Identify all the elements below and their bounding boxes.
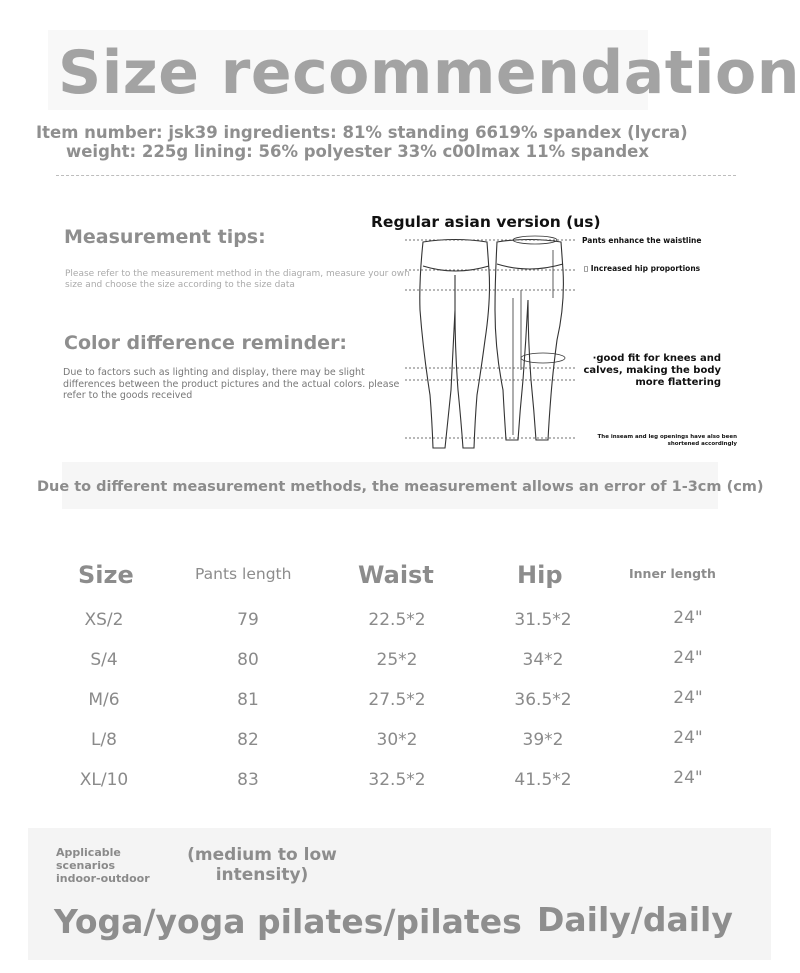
- table-cell: XL/10: [79, 770, 129, 790]
- table-cell: 80: [237, 650, 259, 670]
- table-cell: 79: [237, 610, 259, 630]
- annotation-hip: ▯ Increased hip proportions: [584, 264, 701, 273]
- table-cell: 24": [673, 648, 703, 668]
- divider: [56, 175, 736, 176]
- error-banner-text: Due to different measurement methods, the measurement allows an error of 1-3cm (cm): [37, 479, 764, 495]
- scenarios-label-line: Applicable: [56, 846, 121, 859]
- header-pants-length: Pants length: [195, 565, 292, 583]
- table-cell: 81: [237, 690, 259, 710]
- page-title: Size recommendation: [58, 38, 800, 108]
- table-cell: 34*2: [522, 650, 564, 670]
- diagram-title: Regular asian version (us): [371, 213, 601, 231]
- table-cell: M/6: [88, 690, 120, 710]
- scenarios-label-line: scenarios: [56, 859, 116, 872]
- scenarios-label-line: indoor-outdoor: [56, 872, 150, 885]
- annotation-waistline: Pants enhance the waistline: [582, 236, 702, 245]
- header-size: Size: [78, 561, 134, 589]
- header-hip: Hip: [517, 561, 563, 589]
- table-cell: 32.5*2: [368, 770, 426, 790]
- item-info-line-2: weight: 225g lining: 56% polyester 33% c00lmax 11% spandex: [66, 142, 650, 161]
- table-cell: 24": [673, 768, 703, 788]
- table-cell: XS/2: [84, 610, 124, 630]
- measurement-tips-text: Please refer to the measurement method in the diagram, measure your own size and choose the size according to the size data: [65, 269, 410, 290]
- header-inner-length: Inner length: [629, 566, 716, 581]
- table-cell: 41.5*2: [514, 770, 572, 790]
- color-reminder-text: Due to factors such as lighting and display, there may be slight differences between the product pictures and the actual colors. please refer to the goods received: [63, 367, 400, 401]
- scenario-yoga: Yoga/yoga pilates/pilates: [54, 902, 522, 941]
- annotation-inseam: The inseam and leg openings have also been shortened accordingly: [597, 434, 737, 447]
- table-cell: 24": [673, 728, 703, 748]
- table-cell: 39*2: [522, 730, 564, 750]
- table-cell: 22.5*2: [368, 610, 426, 630]
- table-cell: 83: [237, 770, 259, 790]
- color-reminder-heading: Color difference reminder:: [64, 332, 348, 354]
- table-cell: 27.5*2: [368, 690, 426, 710]
- table-cell: 24": [673, 608, 703, 628]
- table-cell: L/8: [90, 730, 117, 750]
- leggings-diagram: [405, 230, 575, 455]
- table-cell: 36.5*2: [514, 690, 572, 710]
- annotation-knee: ·good fit for knees and calves, making the body more flattering: [583, 353, 721, 388]
- intensity-note: (medium to low intensity): [187, 845, 337, 885]
- table-cell: 24": [673, 688, 703, 708]
- item-info-line-1: Item number: jsk39 ingredients: 81% standing 6619% spandex (lycra): [36, 123, 688, 142]
- table-cell: 30*2: [376, 730, 418, 750]
- scenario-daily: Daily/daily: [537, 900, 733, 939]
- measurement-tips-heading: Measurement tips:: [64, 226, 266, 248]
- table-cell: 25*2: [376, 650, 418, 670]
- scenarios-label: [56, 846, 150, 885]
- table-cell: 82: [237, 730, 259, 750]
- table-cell: S/4: [90, 650, 118, 670]
- header-waist: Waist: [358, 561, 434, 589]
- table-cell: 31.5*2: [514, 610, 572, 630]
